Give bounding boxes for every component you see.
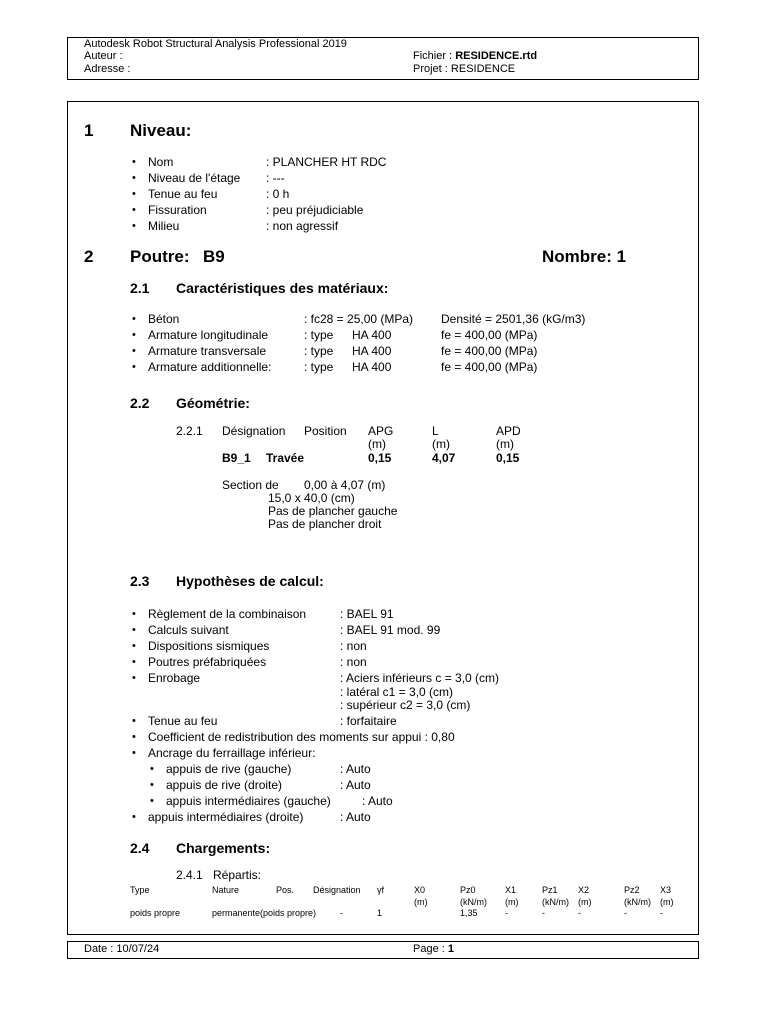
bullet-icon: • xyxy=(132,220,136,232)
material-col3: fe = 400,00 (MPa) xyxy=(441,360,538,374)
material-label: Armature transversale xyxy=(148,344,267,358)
load-header: X2 xyxy=(578,885,590,895)
section1-number: 1 xyxy=(84,121,94,140)
hyp-value: : BAEL 91 xyxy=(340,607,394,621)
material-col1: : fc28 = 25,00 (MPa) xyxy=(304,312,414,326)
material-col2: HA 400 xyxy=(352,344,392,358)
load-unit: (kN/m) xyxy=(542,897,569,907)
hyp-value: : Auto xyxy=(340,810,371,824)
level-item-label: Tenue au feu xyxy=(148,187,218,201)
bullet-icon: • xyxy=(132,624,136,636)
geo-unit: (m) xyxy=(432,437,450,451)
geo-position: Travée xyxy=(266,451,305,465)
bullet-icon: • xyxy=(150,795,154,807)
level-item-value: : 0 h xyxy=(266,187,290,201)
loads-sub-number: 2.4.1 xyxy=(176,868,203,882)
material-col3: fe = 400,00 (MPa) xyxy=(441,328,538,342)
level-item-value: : peu préjudiciable xyxy=(266,203,364,217)
section2-number: 2 xyxy=(84,247,94,266)
bullet-icon: • xyxy=(132,715,136,727)
loads-sub-title: Répartis: xyxy=(213,868,262,882)
hyp-label: Règlement de la combinaison xyxy=(148,607,307,621)
load-unit: (m) xyxy=(578,897,592,907)
load-unit: (m) xyxy=(660,897,674,907)
materials-number: 2.1 xyxy=(130,280,150,296)
geo-unit: (m) xyxy=(368,437,386,451)
material-col1: : type xyxy=(304,328,334,342)
file-info xyxy=(413,50,537,62)
geo-apd: 0,15 xyxy=(496,451,520,465)
bullet-icon: • xyxy=(132,656,136,668)
geo-unit: (m) xyxy=(496,437,514,451)
load-cell: poids propre xyxy=(130,908,181,918)
section1-title: Niveau: xyxy=(130,121,192,140)
level-item-label: Nom xyxy=(148,155,174,169)
load-unit: (m) xyxy=(505,897,519,907)
load-cell: - xyxy=(660,908,663,918)
bullet-icon: • xyxy=(132,731,136,743)
load-cell: - xyxy=(578,908,581,918)
hyp-label: Enrobage xyxy=(148,671,201,685)
bullet-icon: • xyxy=(132,156,136,168)
address-label: Adresse : xyxy=(84,63,131,75)
load-header: Pz2 xyxy=(624,885,640,895)
materials-title: Caractéristiques des matériaux: xyxy=(176,280,389,296)
anchorage-value: : Auto xyxy=(340,778,371,792)
load-cell: - xyxy=(542,908,545,918)
footer-box xyxy=(67,941,699,959)
section-line: Pas de plancher droit xyxy=(268,517,382,531)
file-name: RESIDENCE.rtd xyxy=(455,50,538,62)
bullet-icon: • xyxy=(132,608,136,620)
section-line: Pas de plancher gauche xyxy=(268,504,398,518)
geometry-sub-number: 2.2.1 xyxy=(176,424,203,438)
hyp-value: : non xyxy=(340,639,367,653)
bullet-icon: • xyxy=(132,313,136,325)
bullet-icon: • xyxy=(132,188,136,200)
level-item-label: Niveau de l'étage xyxy=(148,171,241,185)
level-item-value: : --- xyxy=(266,171,285,185)
load-header: X1 xyxy=(505,885,517,895)
enrobage-lateral: : latéral c1 = 3,0 (cm) xyxy=(340,685,454,699)
material-col2: HA 400 xyxy=(352,360,392,374)
load-cell: - xyxy=(624,908,627,918)
level-item-value: : non agressif xyxy=(266,219,339,233)
geo-header: Position xyxy=(304,424,347,438)
load-header: γf xyxy=(377,885,385,895)
bullet-icon: • xyxy=(132,672,136,684)
project-name: RESIDENCE xyxy=(450,63,516,75)
geo-l: 4,07 xyxy=(432,451,456,465)
load-header: Pz1 xyxy=(542,885,558,895)
bullet-icon: • xyxy=(132,329,136,341)
bullet-icon: • xyxy=(132,747,136,759)
project-label: Projet : xyxy=(413,63,448,75)
bullet-icon: • xyxy=(150,779,154,791)
load-header: Pos. xyxy=(276,885,295,895)
load-cell: permanente(poids propre) xyxy=(212,908,317,918)
author-label: Auteur : xyxy=(84,50,123,62)
hyp-label: appuis intermédiaires (droite) xyxy=(148,810,304,824)
load-header: Pz0 xyxy=(460,885,476,895)
load-unit: (kN/m) xyxy=(624,897,651,907)
hyp-label: Dispositions sismiques xyxy=(148,639,270,653)
project-info xyxy=(413,63,515,75)
hyp-label: Poutres préfabriquées xyxy=(148,655,267,669)
load-unit: (m) xyxy=(414,897,428,907)
hyp-label: Calculs suivant xyxy=(148,623,229,637)
level-item-value: : PLANCHER HT RDC xyxy=(266,155,387,169)
geometry-title: Géométrie: xyxy=(176,395,250,411)
hypotheses-number: 2.3 xyxy=(130,573,150,589)
geo-apg: 0,15 xyxy=(368,451,392,465)
geo-header: APD xyxy=(496,424,521,438)
geo-header: APG xyxy=(368,424,394,438)
file-label: Fichier : xyxy=(413,50,453,62)
hyp-value: : BAEL 91 mod. 99 xyxy=(340,623,441,637)
bullet-icon: • xyxy=(132,204,136,216)
bullet-icon: • xyxy=(132,172,136,184)
redistribution-line: Coefficient de redistribution des moments sur appui : 0,80 xyxy=(148,730,455,744)
footer-page xyxy=(413,943,454,955)
bullet-icon: • xyxy=(132,345,136,357)
bullet-icon: • xyxy=(132,640,136,652)
load-cell: 1,35 xyxy=(460,908,478,918)
material-col1: : type xyxy=(304,360,334,374)
beam-count: Nombre: 1 xyxy=(542,247,627,266)
anchorage-label: appuis de rive (gauche) xyxy=(166,762,292,776)
loads-number: 2.4 xyxy=(130,840,150,856)
anchorage-value: : Auto xyxy=(340,762,371,776)
material-label: Armature longitudinale xyxy=(148,328,269,342)
section-line: 15,0 x 40,0 (cm) xyxy=(268,491,355,505)
hypotheses-title: Hypothèses de calcul: xyxy=(176,573,324,589)
geo-designation: B9_1 xyxy=(222,451,251,465)
enrobage-superieur: : supérieur c2 = 3,0 (cm) xyxy=(340,698,471,712)
loads-title: Chargements: xyxy=(176,840,271,856)
load-header: Type xyxy=(130,885,150,895)
load-header: Nature xyxy=(212,885,240,895)
page-label: Page : xyxy=(413,943,445,955)
material-col1: : type xyxy=(304,344,334,358)
anchorage-title: Ancrage du ferraillage inférieur: xyxy=(148,746,316,760)
page-number: 1 xyxy=(447,943,454,955)
material-col2: HA 400 xyxy=(352,328,392,342)
section-label: Section de xyxy=(222,478,279,492)
hyp-value: : forfaitaire xyxy=(340,714,397,728)
geo-header: Désignation xyxy=(222,424,286,438)
material-label: Armature additionnelle: xyxy=(148,360,272,374)
section-range: 0,00 à 4,07 (m) xyxy=(304,478,386,492)
load-unit: (kN/m) xyxy=(460,897,487,907)
anchorage-label: appuis de rive (droite) xyxy=(166,778,283,792)
load-header: Désignation xyxy=(313,885,361,895)
load-cell: - xyxy=(505,908,508,918)
load-header: X3 xyxy=(660,885,672,895)
level-item-label: Fissuration xyxy=(148,203,207,217)
software-name: Autodesk Robot Structural Analysis Professional 2019 xyxy=(84,38,347,50)
bullet-icon: • xyxy=(150,763,154,775)
anchorage-value: : Auto xyxy=(362,794,393,808)
footer-date: Date : 10/07/24 xyxy=(84,943,160,955)
section2-title: Poutre: xyxy=(130,247,190,266)
hyp-label: Tenue au feu xyxy=(148,714,218,728)
geometry-number: 2.2 xyxy=(130,395,150,411)
geo-header: L xyxy=(432,424,439,438)
bullet-icon: • xyxy=(132,811,136,823)
beam-name: B9 xyxy=(203,247,225,266)
load-cell: 1 xyxy=(377,908,383,918)
hyp-value: : Aciers inférieurs c = 3,0 (cm) xyxy=(340,671,500,685)
anchorage-label: appuis intermédiaires (gauche) xyxy=(166,794,331,808)
bullet-icon: • xyxy=(132,361,136,373)
load-header: X0 xyxy=(414,885,426,895)
material-col3: fe = 400,00 (MPa) xyxy=(441,344,538,358)
hyp-value: : non xyxy=(340,655,367,669)
load-cell: - xyxy=(340,908,343,918)
material-col3: Densité = 2501,36 (kG/m3) xyxy=(441,312,586,326)
level-item-label: Milieu xyxy=(148,219,180,233)
material-label: Béton xyxy=(148,312,180,326)
